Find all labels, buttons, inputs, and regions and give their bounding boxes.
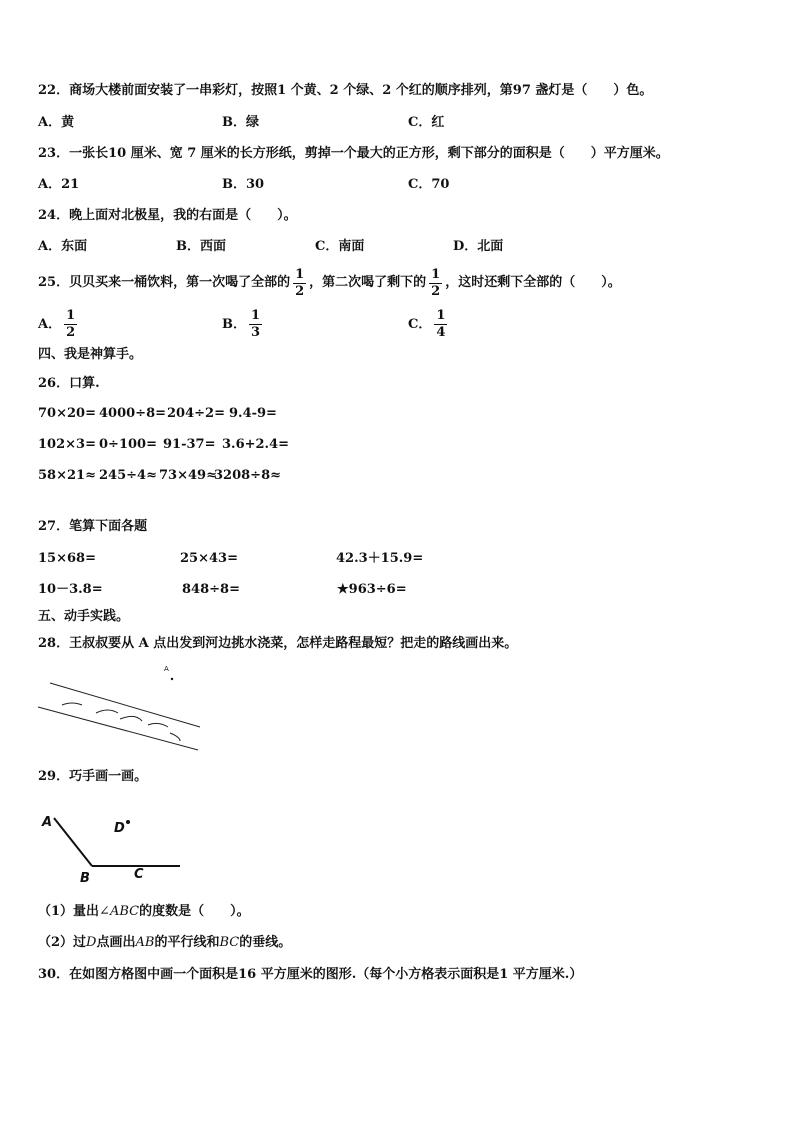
option-fraction (64, 308, 77, 341)
q24-option-d[interactable]: D．北面 (453, 239, 504, 254)
label-b: B (80, 871, 90, 886)
fraction-denominator: 3 (251, 325, 261, 340)
question-27: 27．笔算下面各题 (38, 519, 148, 534)
point-a (171, 678, 173, 680)
question-24: 24．晚上面对北极星，我的右面是（ ）。 (38, 208, 297, 223)
question-26: 26．口算. (38, 376, 100, 391)
q25-option-c[interactable] (408, 308, 450, 341)
riverbank-upper (50, 683, 200, 727)
option-label: B． (222, 316, 246, 332)
calc-item: 10－3.8= (38, 582, 103, 597)
option-fraction (249, 308, 262, 341)
q29-sub-2 (38, 934, 291, 952)
section-5-heading: 五、动手实践。 (38, 609, 130, 624)
sub-text: （2）过 (38, 935, 87, 950)
q24-option-c[interactable]: C．南面 (315, 239, 365, 254)
sub-text: 的平行线和 (154, 935, 220, 950)
calc-item: 3208÷8≈ (214, 468, 282, 483)
ray-ba (54, 818, 92, 866)
math-ab: AB (135, 935, 155, 950)
q23-option-a[interactable]: A．21 (38, 177, 80, 192)
label-a: A (42, 815, 53, 830)
q25-text-3: ，这时还剩下全部的（ ）。 (445, 275, 621, 290)
question-28: 28．王叔叔要从 A 点出发到河边挑水浇菜，怎样走路程最短？把走的路线画出来。 (38, 636, 518, 651)
sub-text: （1）量出 (38, 904, 100, 919)
point-d (126, 820, 130, 824)
q24-option-b[interactable]: B．西面 (176, 239, 226, 254)
question-29: 29．巧手画一画。 (38, 769, 148, 784)
sub-text: 的度数是（ ）。 (139, 904, 250, 919)
riverbank-lower (38, 707, 198, 750)
calc-item: 245÷4≈ (99, 468, 157, 483)
question-25 (38, 266, 621, 300)
fraction-denominator: 2 (66, 325, 76, 340)
calc-item: 204÷2= (167, 406, 225, 421)
point-a-label: A (164, 665, 169, 673)
q25-text-2: ，第二次喝了剩下的 (309, 275, 427, 290)
section-4-heading: 四、我是神算手。 (38, 347, 143, 362)
fraction-denominator: 2 (431, 283, 441, 299)
sub-text: 的垂线。 (239, 935, 292, 950)
calc-item: 25×43= (180, 551, 238, 566)
calc-item: 15×68= (38, 551, 96, 566)
sub-text: 点画出 (96, 935, 136, 950)
q25-fraction-1 (293, 267, 306, 300)
calc-item: ★963÷6= (337, 582, 407, 597)
q24-option-a[interactable]: A．东面 (38, 239, 88, 254)
calc-item: 73×49≈ (159, 468, 217, 483)
q29-sub-1 (38, 903, 250, 921)
fraction-denominator: 2 (295, 283, 305, 299)
water-wave (170, 733, 180, 741)
label-d: D (114, 821, 125, 836)
math-d: D (86, 935, 97, 950)
calc-item: 42.3＋15.9= (336, 551, 424, 566)
option-fraction (434, 308, 447, 341)
q22-option-a[interactable]: A．黄 (38, 115, 75, 130)
angle-abc-math: ∠ABC (99, 904, 140, 919)
fraction-numerator: 1 (431, 266, 441, 282)
math-bc: BC (219, 935, 240, 950)
fraction-numerator: 1 (295, 266, 305, 282)
q25-option-b[interactable] (222, 308, 265, 341)
fraction-denominator: 4 (436, 325, 446, 340)
calc-item: 4000÷8= (99, 406, 167, 421)
angle-diagram (30, 800, 210, 890)
calc-item: 58×21≈ (38, 468, 96, 483)
question-23: 23．一张长10 厘米、宽 7 厘米的长方形纸，剪掉一个最大的正方形，剩下部分的面积是（ ）平方厘米。 (38, 146, 669, 161)
calc-item: 9.4-9= (229, 406, 277, 421)
option-label: C． (408, 316, 432, 332)
water-wave (148, 723, 168, 727)
fraction-numerator: 1 (66, 308, 76, 323)
calc-item: 3.6+2.4= (222, 437, 290, 452)
calc-item: 0÷100= (99, 437, 157, 452)
water-wave (62, 703, 82, 705)
q23-option-c[interactable]: C．70 (408, 177, 450, 192)
q25-fraction-2 (429, 267, 442, 300)
q22-option-c[interactable]: C．红 (408, 115, 445, 130)
q23-option-b[interactable]: B．30 (222, 177, 265, 192)
fraction-numerator: 1 (251, 308, 261, 323)
q25-text-1: 25．贝贝买来一桶饮料，第一次喝了全部的 (38, 275, 291, 290)
fraction-numerator: 1 (436, 308, 446, 323)
q25-option-a[interactable] (38, 308, 80, 341)
label-c: C (134, 867, 144, 882)
option-label: A． (38, 316, 62, 332)
question-30: 30．在如图方格图中画一个面积是16 平方厘米的图形.（每个小方格表示面积是1 平方厘米.） (38, 967, 583, 982)
water-wave (120, 716, 142, 721)
question-22: 22．商场大楼前面安装了一串彩灯，按照1 个黄、2 个绿、2 个红的顺序排列，第97 盏灯是（ ）色。 (38, 83, 653, 98)
calc-item: 848÷8= (182, 582, 240, 597)
river-diagram (30, 655, 230, 755)
q22-option-b[interactable]: B．绿 (222, 115, 259, 130)
calc-item: 102×3= (38, 437, 96, 452)
water-wave (96, 710, 118, 713)
calc-item: 91-37= (163, 437, 216, 452)
calc-item: 70×20= (38, 406, 96, 421)
